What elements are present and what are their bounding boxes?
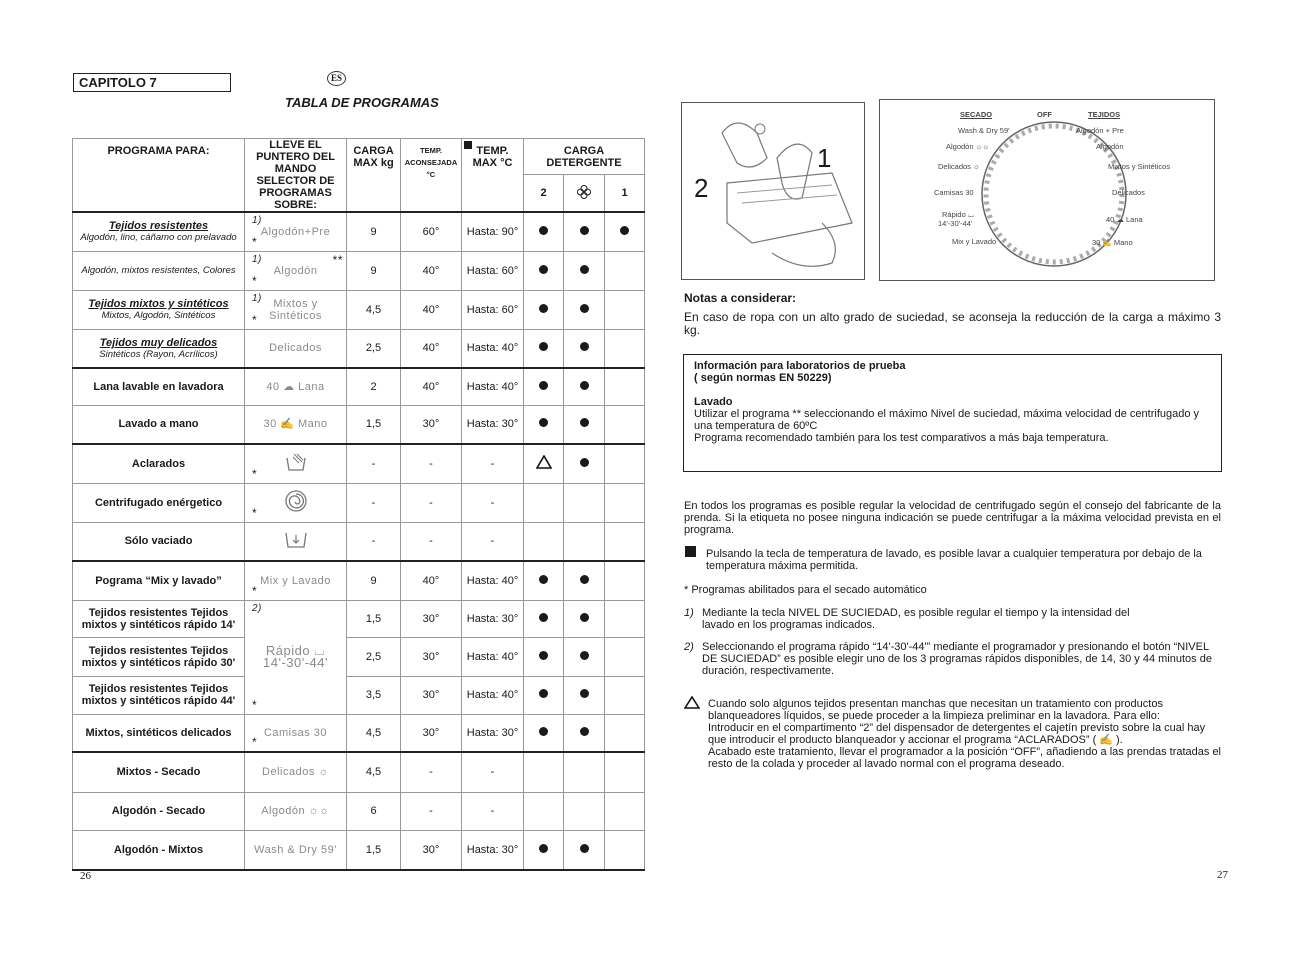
table-title: TABLA DE PROGRAMAS [285, 95, 439, 110]
table-row: Algodón, mixtos resistentes, Colores 1) ** Algodón * 9 40° Hasta: 60° [73, 251, 645, 290]
selector-label: Mix y Lavado * [245, 561, 347, 600]
dot-icon [539, 575, 548, 584]
compartment-2: 2 [524, 175, 564, 212]
dot-icon [539, 381, 548, 390]
note-1: Mediante la tecla NIVEL DE SUCIEDAD, es posible regular el tiempo y la intensidad del lavado en los programas indicados. [702, 607, 1130, 631]
dot-icon [580, 727, 589, 736]
temp-square-icon [685, 546, 696, 557]
dot-icon [580, 265, 589, 274]
selector-label: Camisas 30 * [245, 714, 347, 752]
selector-label: 2) Rápido ⌴ 14'-30'-44' * [245, 600, 347, 714]
table-row: Tejidos resistentes Tejidos mixtos y sintéticos rápido 14' 2) Rápido ⌴ 14'-30'-44' * 1,5 30° Hasta: 30° [73, 600, 645, 637]
header-temp-max: TEMP. MAX °C [472, 145, 513, 169]
table-row: Lavado a mano 30 ✍ Mano 1,5 30° Hasta: 30° [73, 405, 645, 444]
dot-icon [580, 458, 589, 467]
flower-icon [564, 175, 605, 212]
selector-label: Algodón ☼☼ [245, 792, 347, 830]
selector-label: 1) Mixtos y Sintéticos * [245, 290, 347, 329]
dot-icon [580, 304, 589, 313]
selector-label: Delicados ☼ [245, 752, 347, 792]
dot-icon [580, 381, 589, 390]
dot-icon [580, 844, 589, 853]
dot-icon [539, 226, 548, 235]
dry-note: * Programas abilitados para el secado automático [684, 584, 927, 596]
notes-text: En caso de ropa con un alto grado de suciedad, se aconseja la reducción de la carga a máximo 3 kg. [684, 310, 1221, 337]
dot-icon [539, 613, 548, 622]
notes-title: Notas a considerar: [684, 291, 797, 305]
chapter-box: CAPITOLO 7 [73, 73, 231, 92]
selector-label: Delicados [245, 329, 347, 368]
triangle-icon [524, 444, 564, 483]
table-row: Mixtos - Secado Delicados ☼ 4,5 - - [73, 752, 645, 792]
triangle-icon [684, 696, 700, 709]
selector-label: 1) Algodón+Pre * [245, 212, 347, 251]
header-temp-rec: TEMP. ACONSEJADA °C [401, 139, 462, 213]
drain-icon [284, 531, 308, 549]
table-row: Algodón - Secado Algodón ☼☼ 6 - - [73, 792, 645, 830]
dot-icon [539, 689, 548, 698]
header-selector: LLEVE EL PUNTERO DEL MANDO SELECTOR DE PROGRAMAS SOBRE: [245, 139, 347, 213]
compartment-1: 1 [605, 175, 645, 212]
table-row: Tejidos muy delicados Sintéticos (Rayon, Acrílicos) Delicados 2,5 40° Hasta: 40° [73, 329, 645, 368]
dot-icon [539, 342, 548, 351]
table-row: Mixtos, sintéticos delicados Camisas 30 * 4,5 30° Hasta: 30° [73, 714, 645, 752]
table-row: Pograma “Mix y lavado” Mix y Lavado * 9 40° Hasta: 40° [73, 561, 645, 600]
table-row: Tejidos resistentes Tejidos mixtos y sintéticos rápido 44' 3,5 30° Hasta: 40° [73, 676, 645, 714]
dot-icon [539, 304, 548, 313]
compartment-label-2: 2 [694, 173, 709, 203]
dial-icon [974, 114, 1134, 274]
dot-icon [539, 727, 548, 736]
dot-icon [539, 844, 548, 853]
language-badge: ES [327, 71, 346, 86]
program-table [72, 138, 645, 871]
dot-icon [539, 418, 548, 427]
table-row: Aclarados * - - - [73, 444, 645, 483]
drawer-illustration [681, 102, 865, 280]
lab-info-box: Información para laboratorios de prueba ( según normas EN 50229) Lavado Utilizar el programa ** seleccionando el máximo Nivel de suciedad, máxima velocidad de centrifugado y una temperatura de 60ºC Programa recomendado también para los test comparativos a más baja temperatura. [683, 354, 1222, 472]
table-row: Tejidos resistentes Tejidos mixtos y sintéticos rápido 30' 2,5 30° Hasta: 40° [73, 637, 645, 676]
dot-icon [580, 418, 589, 427]
dot-icon [539, 265, 548, 274]
dot-icon [580, 226, 589, 235]
program-dial-illustration: SECADO OFF TEJIDOS Wash & Dry 59' Algodón ☼☼ Delicados ☼ Camisas 30 Rápido ⌴ 14'-30'-44' Mix y Lavado Algodón + Pre Algodón Mixtos y Sintéticos Delicados 40 ☁ Lana 30 ✍ Mano [879, 99, 1215, 281]
compartment-label-1: 1 [817, 143, 832, 173]
dot-icon [580, 342, 589, 351]
selector-label: 1) ** Algodón * [245, 251, 347, 290]
selector-label: 30 ✍ Mano [245, 405, 347, 444]
table-row: Lana lavable en lavadora 40 ☁ Lana 2 40° Hasta: 40° [73, 368, 645, 405]
header-program: PROGRAMA PARA: [73, 139, 245, 213]
table-row: Sólo vaciado - - - [73, 522, 645, 561]
table-row: Tejidos resistentes Algodón, lino, cáñamo con prelavado 1) Algodón+Pre * 9 60° Hasta: 90° [73, 212, 645, 251]
table-row: Tejidos mixtos y sintéticos Mixtos, Algodón, Sintéticos 1) Mixtos y Sintéticos * 4,5 40° Hasta: 60° [73, 290, 645, 329]
dot-icon [539, 651, 548, 660]
dot-icon [580, 613, 589, 622]
temp-square-icon [464, 141, 472, 149]
detergent-drawer-icon [682, 103, 864, 279]
spin-paragraph: En todos los programas es posible regular la velocidad de centrifugado según el consejo del fabricante de la prenda. Si la etiqueta no posee ninguna indicación se puede centrifugar a la máxima velocidad prevista en el programa. [684, 500, 1221, 536]
note-2: Seleccionando el programa rápido “14'-30'-44'” mediante el programador y presionando el botón “NIVEL DE SUCIEDAD” es posible elegir uno de los 3 programas rápidos disponibles, de 14, 30 y 44 minutos de duración, respectivamente. [702, 641, 1212, 677]
dot-icon [620, 226, 629, 235]
bleach-paragraph: Cuando solo algunos tejidos presentan manchas que necesitan un tratamiento con productos blanqueadores líquidos, se puede proceder a la limpieza preliminar en la lavadora. Para ello: Introducir en el compartimento “2” del dispensador de detergentes el cajetín previsto sobre la cual hay que introducir el producto blanqueador y accionar el programa “ACLARADOS” ( ✍ ). Acabado este tratamiento, llevar el programador a la posición “OFF”, añadiendo a las prendas tratadas el resto de la colada y proceder al lavado normal con el programa deseado. [708, 698, 1222, 770]
header-detergent: CARGA DETERGENTE [524, 139, 645, 175]
selector-label: Wash & Dry 59' [245, 830, 347, 870]
header-load: CARGA MAX kg [347, 139, 401, 213]
dot-icon [580, 575, 589, 584]
table-row: Algodón - Mixtos Wash & Dry 59' 1,5 30° Hasta: 30° [73, 830, 645, 870]
table-row: Centrifugado enérgetico * - - - [73, 483, 645, 522]
spin-icon [285, 490, 307, 512]
page-number-right: 27 [1217, 869, 1228, 881]
selector-label: 40 ☁ Lana [245, 368, 347, 405]
rinse-icon [284, 452, 308, 472]
dot-icon [580, 651, 589, 660]
temp-paragraph: Pulsando la tecla de temperatura de lavado, es posible lavar a cualquier temperatura por debajo de la temperatura máxima permitida. [706, 548, 1202, 572]
page-number-left: 26 [80, 870, 91, 882]
dot-icon [580, 689, 589, 698]
